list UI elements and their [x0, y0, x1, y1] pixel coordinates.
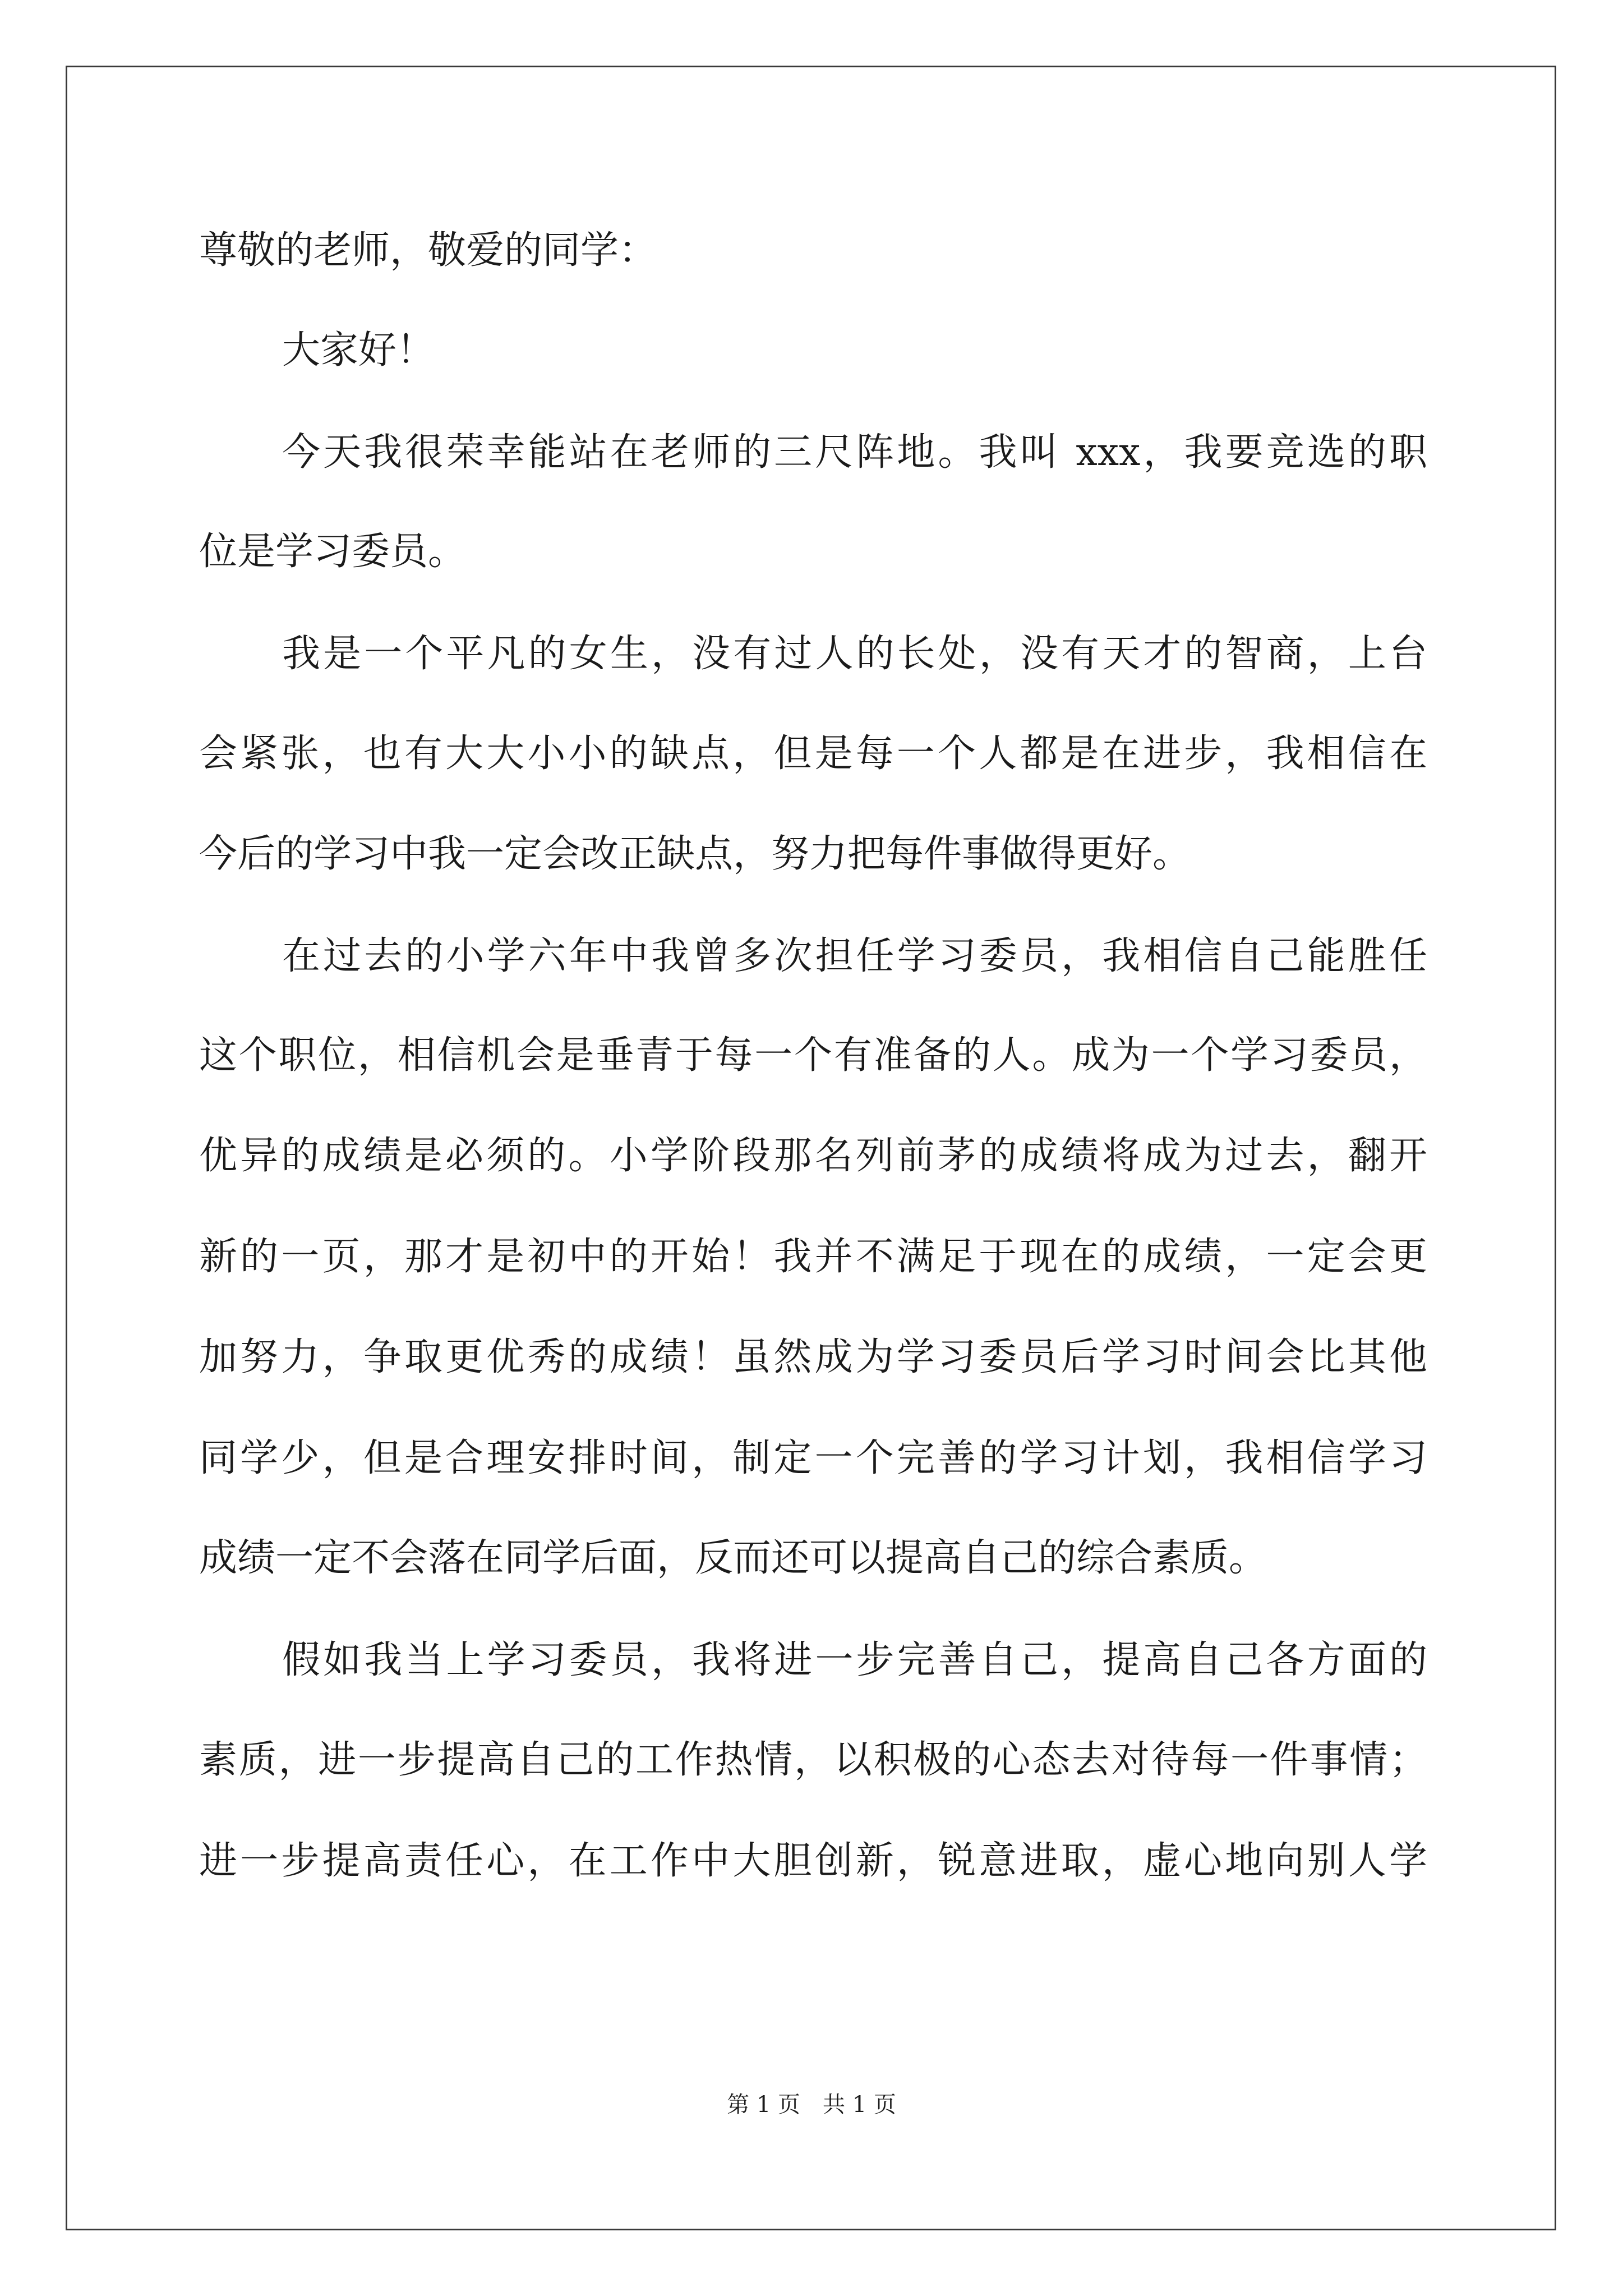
- paragraph-3-line-7: 成绩一定不会落在同学后面，反而还可以提高自己的综合素质。: [199, 1536, 1267, 1580]
- salutation-line: 尊敬的老师，敬爱的同学：: [199, 228, 657, 273]
- greeting-line: 大家好！: [282, 328, 435, 372]
- paragraph-2-line-2: 会紧张，也有大大小小的缺点，但是每一个人都是在进步，我相信在: [199, 731, 1427, 776]
- paragraph-3-line-2: 这个职位，相信机会是垂青于每一个有准备的人。成为一个学习委员，: [199, 1033, 1427, 1078]
- paragraph-1-line-2: 位是学习委员。: [199, 530, 467, 574]
- paragraph-3-line-3: 优异的成绩是必须的。小学阶段那名列前茅的成绩将成为过去，翻开: [199, 1134, 1427, 1178]
- page-number-footer: 第 1 页 共 1 页: [727, 2092, 896, 2118]
- paragraph-1-line-1: 今天我很荣幸能站在老师的三尺阵地。我叫 xxx，我要竞选的职: [282, 430, 1427, 475]
- paragraph-3-line-1: 在过去的小学六年中我曾多次担任学习委员，我相信自己能胜任: [282, 934, 1427, 978]
- paragraph-3-line-5: 加努力，争取更优秀的成绩！虽然成为学习委员后学习时间会比其他: [199, 1335, 1427, 1379]
- paragraph-4-line-3: 进一步提高责任心，在工作中大胆创新，锐意进取，虚心地向别人学: [199, 1839, 1427, 1883]
- paragraph-3-line-6: 同学少，但是合理安排时间，制定一个完善的学习计划，我相信学习: [199, 1436, 1427, 1480]
- paragraph-2-line-1: 我是一个平凡的女生，没有过人的长处，没有天才的智商，上台: [282, 632, 1427, 676]
- paragraph-4-line-1: 假如我当上学习委员，我将进一步完善自己，提高自己各方面的: [282, 1638, 1427, 1682]
- paragraph-3-line-4: 新的一页，那才是初中的开始！我并不满足于现在的成绩，一定会更: [199, 1235, 1427, 1279]
- paragraph-4-line-2: 素质，进一步提高自己的工作热情，以积极的心态去对待每一件事情；: [199, 1738, 1427, 1782]
- paragraph-2-line-3: 今后的学习中我一定会改正缺点，努力把每件事做得更好。: [199, 832, 1191, 876]
